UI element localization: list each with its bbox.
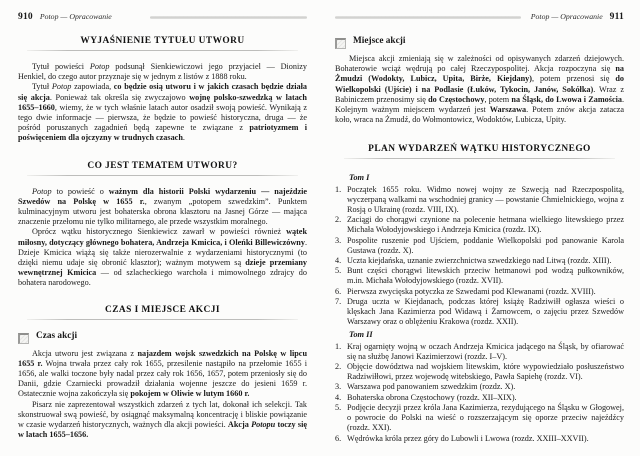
section-title-plan: PLAN WYDARZEŃ WĄTKU HISTORYCZNEGO — [335, 144, 624, 159]
section-theme-body — [18, 187, 307, 289]
list-item: 5. Podjęcie decyzji przez króla Jana Kazimierza, rezydującego na Śląsku w Głogowej, o powrocie do Polski na wieść o rozszerzającym się oporze przeciw najeźdźcy (rozdz. XXI). — [335, 402, 624, 433]
heading-rule — [27, 175, 299, 176]
list-item: 6. Wędrówka króla przez góry do Lubowli i Lwowa (rozdz. XXIII–XXVII). — [335, 433, 589, 443]
tom-1-list — [335, 185, 624, 328]
list-item: 4. Bohaterska obrona Częstochowy (rozdz. XII–XIX). — [335, 392, 517, 402]
list-item: 3. Warszawa pod panowaniem szwedzkim (rozdz. X). — [335, 382, 516, 392]
section-explanation-body — [18, 62, 307, 144]
list-item: 7. Druga uczta w Kiejdanach, podczas której książę Radziwiłł ogłasza wieści o klęskach Jana Kazimierza pod Widawą i Żarnowcem, o zajęciu przez Szwedów Warszawy oraz o oblężeniu Krakowa (rozdz. XXII). — [335, 296, 624, 327]
page-right — [320, 0, 640, 456]
list-item: 4. Uczta kiejdańska, uznanie zwierzchnictwa szwedzkiego nad Litwą (rozdz. XIII). — [335, 256, 612, 266]
heading-rule — [27, 319, 299, 320]
czas-akcji-body — [18, 349, 307, 441]
miejsce-akcji-body — [335, 54, 624, 125]
section-title-time-place: CZAS I MIEJSCE AKCJI — [18, 305, 307, 320]
list-item: 1. Początek 1655 roku. Widmo nowej wojny ze Szwecją nad Rzeczpospolitą, wyczerpaną walkami na wschodniej granicy — powstanie Chmielnickiego, wojna z Rosją o Ukrainę (rozdz. VIII, IX). — [335, 184, 624, 215]
section-marker-icon — [18, 333, 29, 344]
list-item: 2. Objęcie dowództwa nad wojskiem litewskim, które wypowiedziało posłuszeństwo Radziwiłłowi, przez wojewodę witebskiego, Pawła Sapiehę (rozdz. VI). — [335, 362, 624, 382]
paragraph: Tytuł powieści Potop podsunął Sienkiewiczowi jego przyjaciel — Dionizy Henkiel, do czego autor przyznaje się w jednym z listów z 1888 roku. — [18, 62, 308, 82]
list-item: 1. Kraj ogarnięty wojną w oczach Andrzeja Kmicica jadącego na Śląsk, by ofiarować się na służbę Janowi Kazimierzowi (rozdz. I–V). — [335, 341, 624, 361]
paragraph: Akcja utworu jest związana z najazdem wojsk szwedzkich na Polskę w lipcu 1655 r. Wojna trwała przez cały rok 1655, przesilenie nastąpiło na przełomie 1655 i 1656, ale walki toczone były nadal przez cały rok 1656, 1657, potem przeniosły się do Danii, gdzie Czarniecki prowadził działania wojenne jeszcze do jesieni 1659 r. Ostatecznie wojna zakończyła się pokojem w Oliwie w lutym 1660 r. — [18, 348, 307, 399]
tom-1-label: Tom I — [349, 173, 370, 183]
heading-rule — [344, 158, 616, 159]
subsection-miejsce-akcji: Miejsce akcji — [335, 36, 624, 47]
list-item: 5. Bunt części chorągwi litewskich przeciw hetmanowi pod wodzą pułkowników, m.in. Michała Wołodyjowskiego (rozdz. XVII). — [335, 266, 624, 286]
paragraph: Pisarz nie zaprezentował wszystkich zdarzeń z tych lat, dokonał ich selekcji. Tak skonstruował swą powieść, by osiągnąć maksymalną koncentrację i bliskie powiązanie w czasie wydarzeń historycznych, ważnych dla akcji powieści. Akcja Potopu toczy się w latach 1655–1656. — [18, 399, 308, 440]
paragraph: Oprócz wątku historycznego Sienkiewicz zawarł w powieści również wątek miłosny, dotyczący głównego bohatera, Andrzeja Kmicica, i Oleńki Billewiczówny. Dzieje Kmicica wiążą się także nierozerwalnie z wydarzeniami historycznymi (to dzięki niemu udaje się obronić klasztor); ważnym motywem są dzieje przemiany wewnętrznej Kmicica — od szlacheckiego warchoła i mimowolnego zdrajcy do bohatera narodowego. — [18, 227, 308, 288]
running-header-left — [18, 11, 307, 23]
paragraph: Miejsca akcji zmieniają się w zależności od opisywanych zdarzeń dziejowych. Bohaterowie wciąż wędrują po całej Rzeczypospolitej. Akcja rozpoczyna się na Żmudzi (Wodokty, Lubicz, Upita, Birże, Kiejdany), potem przenosi się do Wielkopolski (Ujście) i na Podlasie (Łuków, Tykocin, Janów, Sokółka). Wraz z Babiniczem przenosimy się do Częstochowy, potem na Śląsk, do Lwowa i Zamościa. Kolejnym ważnym miejscem wydarzeń jest Warszawa. Potem znów akcja zatacza koło, wraca na Żmudź, do Wołmontowicz, Wodoktów, Lubicza, Upity. — [335, 54, 625, 125]
subsection-czas-akcji: Czas akcji — [18, 331, 307, 342]
section-title-theme: CO JEST TEMATEM UTWORU? — [18, 161, 307, 176]
header-rule-right — [335, 16, 521, 19]
header-rule-left — [150, 16, 307, 19]
running-header-right — [335, 11, 624, 23]
list-item: 6. Pierwsza zwycięska potyczka ze Szwedami pod Klewanami (rozdz. XVIII). — [335, 286, 596, 296]
paragraph: Potop to powieść o ważnym dla historii Polski wydarzeniu — najeździe Szwedów na Polskę w 1655 r., zwanym „potopem szwedzkim”. Punktem kulminacyjnym utworu jest bohaterska obrona klasztoru na Jasnej Górze — mająca znaczenie przełomu nie tylko militarnego, ale przede wszystkim moralnego. — [18, 186, 308, 227]
page-number-right: 911 — [609, 11, 624, 22]
heading-rule — [27, 50, 299, 51]
list-item: 2. Zaciągi do chorągwi czynione na polecenie hetmana wielkiego litewskiego przez Michała Wołodyjowskiego i Andrzeja Kmicica (rozdz. IX). — [335, 215, 624, 235]
running-title-left: Potop — Opracowanie — [39, 11, 112, 21]
section-marker-icon — [335, 38, 346, 49]
tom-2-list — [335, 342, 624, 444]
page-number-left: 910 — [18, 11, 33, 22]
tom-2-label: Tom II — [349, 330, 373, 340]
list-item: 3. Pospolite ruszenie pod Ujściem, poddanie Wielkopolski pod panowanie Karola Gustawa (rozdz. X). — [335, 235, 624, 255]
section-title-explanation: WYJAŚNIENIE TYTUŁU UTWORU — [18, 36, 307, 51]
running-title-right: Potop — Opracowanie — [530, 11, 603, 21]
paragraph: Tytuł Potop zapowiada, co będzie osią utworu i w jakich czasach będzie działa się akcja. Ponieważ tak określa się zwyczajowo wojnę polsko-szwedzką w latach 1655–1660, wiemy, że w tych właśnie latach autor osadził swoją powieść. Wynikają z tego dwie informacje — pierwsza, że będzie to powieść historyczna, druga — że pośród poruszanych zagadnień będą zapewne te związane z patriotyzmem i poświęceniem dla ojczyzny w trudnych czasach. — [18, 82, 307, 143]
